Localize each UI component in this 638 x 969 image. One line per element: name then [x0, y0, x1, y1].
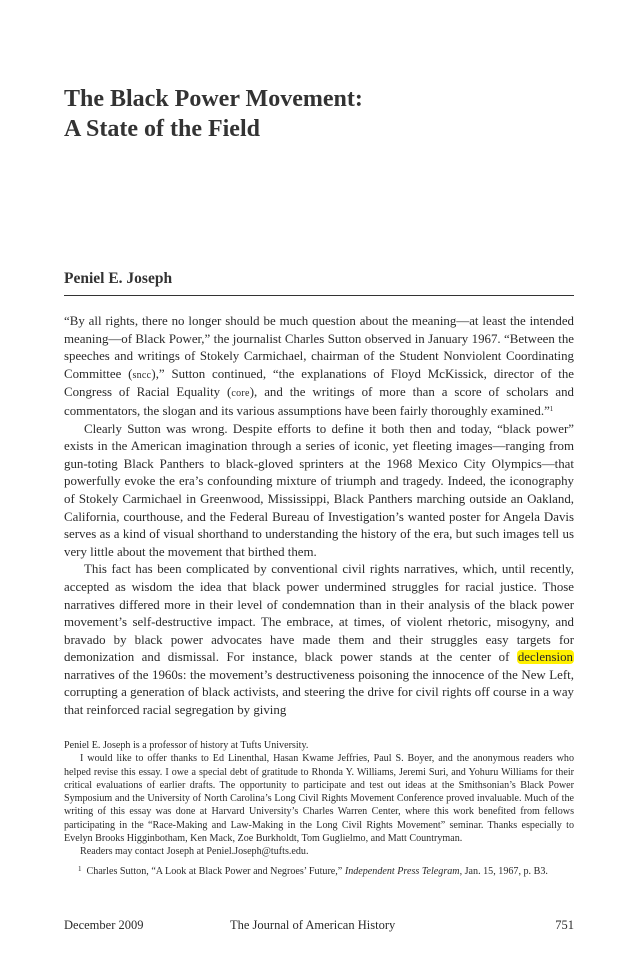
- p3-text-b: narratives of the 1960s: the movement’s destructiveness poisoning the innocence of the New Left, corrupting a generation of black activists, and steering the drive for civil rights off course in a way that reinforced racial segregation by giving: [64, 667, 574, 718]
- body-paragraph-1: [64, 313, 574, 421]
- footnote-1-mark: 1: [78, 864, 82, 873]
- core-acronym: core: [231, 388, 250, 400]
- author-bio: Peniel E. Joseph is a professor of history at Tufts University.: [64, 740, 309, 751]
- footnote-1-text-b: Jan. 15, 1967, p. B3.: [462, 865, 548, 877]
- body-paragraph-3: [64, 561, 574, 719]
- footnote-ref-1[interactable]: 1: [549, 404, 554, 413]
- article-title: [64, 84, 584, 144]
- footnote-1-source: Independent Press Telegram,: [344, 865, 463, 877]
- page-number: 751: [555, 918, 574, 932]
- author-divider: [64, 295, 574, 296]
- body-paragraph-2: Clearly Sutton was wrong. Despite efforts to define it both then and today, “black power” exists in the American imagination through a series of iconic, yet fleeting images—ranging from gun-toting Black Panthers to black-gloved sprinters at the 1968 Mexico City Olympics—that powerfully evoke the era’s confounding mixture of triumph and tragedy. Indeed, the iconography of Stokely Carmichael in Greenwood, Mississippi, Black Panthers marching outside an Oakland, California, courthouse, and the Federal Bureau of Investigation’s wanted poster for Angela Davis serves as a kind of visual shorthand to understanding the history of the era, but such images tell us very little about the movement that birthed them.: [64, 421, 574, 559]
- p1-text-a: “By all rights, there no longer should be much question about the meaning—at least the intended meaning—of Black Power,” the journalist Charles Sutton observed in January 1967. “Between the speeches and writings of Stokely Carmichael, chairman of the Student Nonviolent Coordinating Committee (: [64, 314, 574, 381]
- notes-section: [64, 739, 574, 878]
- footer-date: December 2009: [64, 918, 144, 932]
- highlighted-word[interactable]: declension: [517, 650, 573, 665]
- author-name: Peniel E. Joseph: [64, 270, 173, 287]
- p1-text-b: ),” Sutton continued, “the explanations of Floyd McKissick, director of the Congress of Racial Equality (: [64, 366, 574, 400]
- sncc-acronym: sncc: [132, 369, 152, 381]
- contact-note: Readers may contact Joseph at Peniel.Joseph@tufts.edu.: [80, 846, 309, 858]
- title-line-2: A State of the Field: [64, 116, 260, 142]
- page-footer: [64, 918, 574, 936]
- article-body: [64, 313, 574, 720]
- title-line-1: The Black Power Movement:: [64, 86, 363, 112]
- acknowledgments: I would like to offer thanks to Ed Linenthal, Hasan Kwame Jeffries, Paul S. Boyer, and the anonymous readers who helped revise this essay. I owe a special debt of gratitude to Rhonda Y. Williams, Jeremi Suri, and Yohuru Williams for their critical evaluations of earlier drafts. The opportunity to participate and test out ideas at the Smithsonian’s Black Power Symposium and the University of North Carolina’s Long Civil Rights Movement Conference proved invaluable. Much of the writing of this essay was done at Harvard University’s Charles Warren Center, where this work benefited from fellows participating in the “Race-Making and Law-Making in the Long Civil Rights Movement” seminar. Thanks especially to Evelyn Brooks Higginbotham, Ken Mack, Zoe Burkholdt, Tom Guglielmo, and Matt Countryman.: [64, 753, 574, 845]
- p1-text-c: ), and the writings of more than a score of scholars and commentators, the slogan and its various assumptions have been fairly thoroughly examined.”: [64, 385, 574, 418]
- footnote-1: [64, 865, 574, 878]
- p3-text-a: This fact has been complicated by conventional civil rights narratives, which, until recently, accepted as wisdom the idea that black power undermined struggles for racial justice. Those narratives differed more in their level of condemnation than in their analysis of the black power movement’s self-destructive impact. The embrace, at times, of violent rhetoric, misogyny, and bravado by black power advocates have made them and their struggles easy targets for demonization and dismissal. For instance, black power stands at the center of: [64, 562, 574, 665]
- footnote-1-text-a: Charles Sutton, “A Look at Black Power and Negroes’ Future,”: [86, 865, 345, 877]
- footer-journal: The Journal of American History: [230, 918, 396, 932]
